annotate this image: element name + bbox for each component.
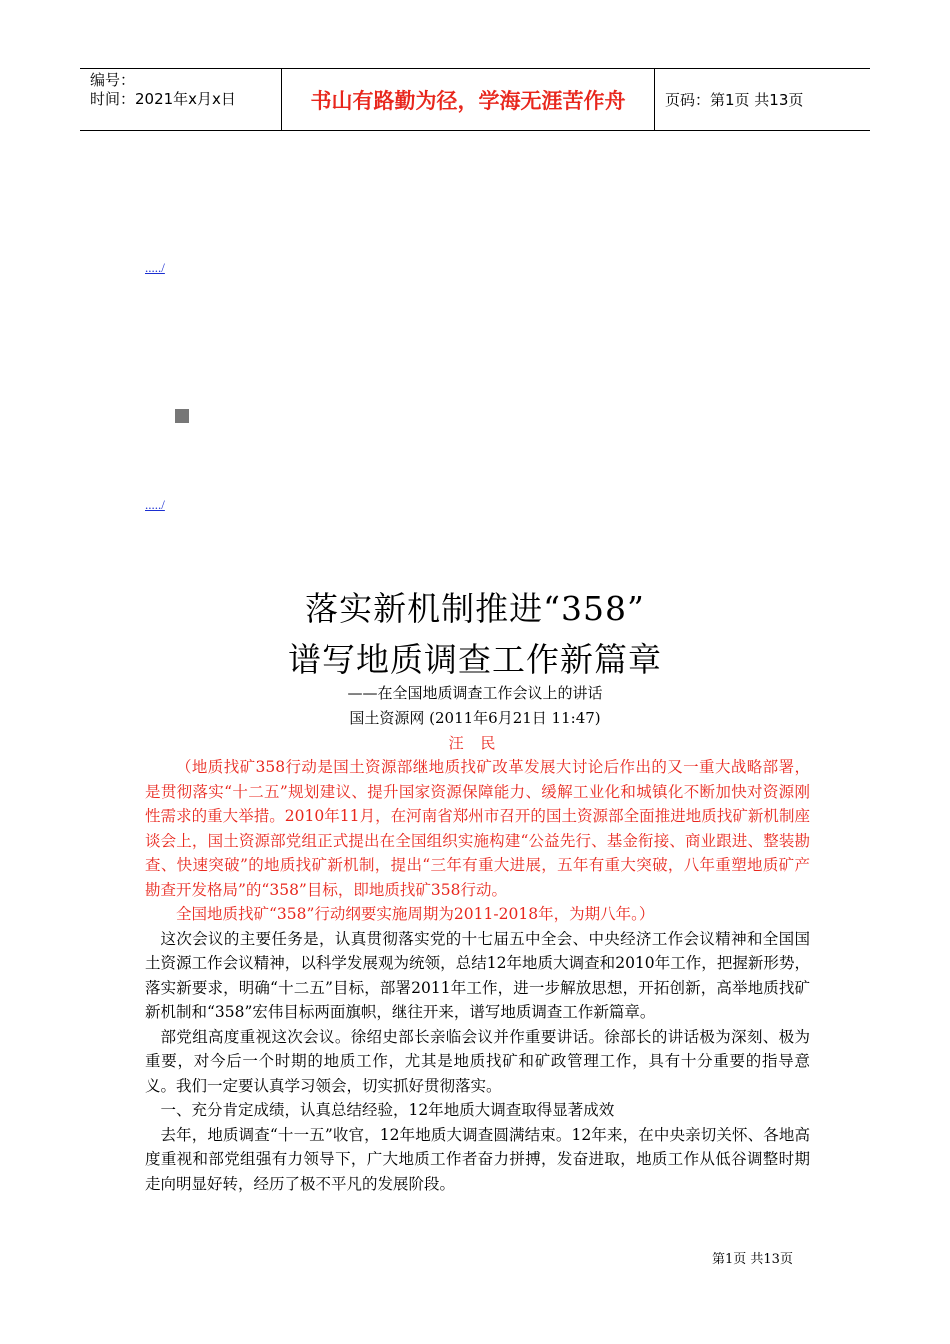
source-line: 国土资源网 (2011年6月21日 11:47) xyxy=(349,709,601,727)
section-heading: 一、充分肯定成绩，认真总结经验，12年地质大调查取得显著成效 xyxy=(160,1101,615,1119)
editor-note-paragraph: 全国地质找矿“358”行动纲要实施周期为2011-2018年，为期八年。） xyxy=(176,905,655,923)
title-line-2: 谱写地质调查工作新篇章 xyxy=(288,640,662,679)
header-motto: 书山有路勤为径，学海无涯苦作舟 xyxy=(310,88,626,113)
header-divider xyxy=(654,69,655,130)
number-label: 编号： xyxy=(90,71,136,89)
placeholder-image-icon xyxy=(175,409,189,423)
body-paragraph: 部党组高度重视这次会议。徐绍史部长亲临会议并作重要讲话。徐部长的讲话极为深刻、极为重要，对今后一个时期的地质工作，尤其是地质找矿和矿政管理工作，具有十分重要的指导意义。我们一定要认真学习领会，切实抓好贯彻落实。 xyxy=(145,1027,810,1095)
link-2[interactable]: ...../ xyxy=(145,497,165,512)
editor-note-paragraph: （地质找矿358行动是国土资源部继地质找矿改革发展大讨论后作出的又一重大战略部署，是贯彻落实“十二五”规划建议、提升国家资源保障能力、缓解工业化和城镇化不断加快对资源刚性需求的重大举措。2010年11月，在河南省郑州市召开的国土资源部全面推进地质找矿新机制座谈会上，国土资源部党组正式提出在全国组织实施构建“公益先行、基金衔接、商业跟进、整装勘查、快速突破”的地质找矿新机制，提出“三年有重大进展，五年有重大突破，八年重塑地质矿产勘查开发格局”的“358”目标，即地质找矿358行动。 xyxy=(145,758,810,899)
date-label: 时间：2021年x月x日 xyxy=(90,90,236,108)
title-line-1: 落实新机制推进“358” xyxy=(305,589,645,628)
link-1[interactable]: ...../ xyxy=(145,260,165,275)
header-page-info: 页码：第1页 共13页 xyxy=(665,91,804,109)
article-body xyxy=(145,755,810,1196)
body-paragraph: 去年，地质调查“十一五”收官，12年地质大调查圆满结束。12年来，在中央亲切关怀、各地高度重视和部党组强有力领导下，广大地质工作者奋力拼搏，发奋进取，地质工作从低谷调整时期走向明显好转，经历了极不平凡的发展阶段。 xyxy=(145,1125,810,1193)
header-meta xyxy=(90,71,280,109)
footer-page-number: 第1页 共13页 xyxy=(712,1252,793,1267)
body-paragraph: 这次会议的主要任务是，认真贯彻落实党的十七届五中全会、中央经济工作会议精神和全国国土资源工作会议精神，以科学发展观为统领，总结12年地质大调查和2010年工作，把握新形势，落实新要求，明确“十二五”目标，部署2011年工作，进一步解放思想，开拓创新，高举地质找矿新机制和“358”宏伟目标两面旗帜，继往开来，谱写地质调查工作新篇章。 xyxy=(145,929,810,1021)
page-header xyxy=(80,68,870,131)
subtitle: ——在全国地质调查工作会议上的讲话 xyxy=(347,684,603,702)
author: 汪 民 xyxy=(448,734,502,752)
